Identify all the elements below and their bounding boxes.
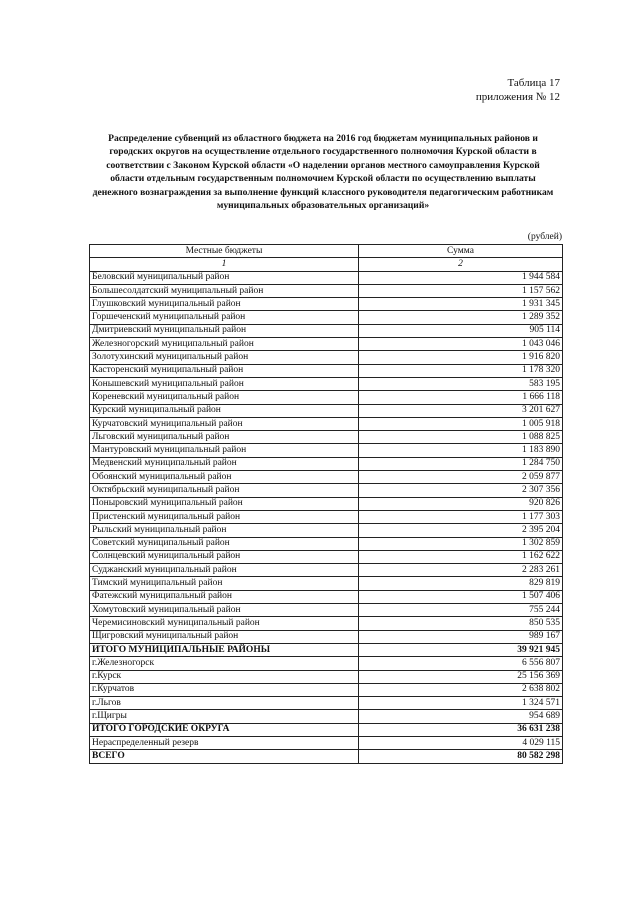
budget-name-cell: Солнцевский муниципальный район	[90, 550, 359, 563]
budget-sum-cell: 954 689	[359, 710, 563, 723]
table-row	[90, 271, 563, 284]
budget-sum-cell: 1 177 303	[359, 510, 563, 523]
budget-sum-cell: 1 931 345	[359, 298, 563, 311]
table-row	[90, 710, 563, 723]
budget-sum-cell: 1 088 825	[359, 431, 563, 444]
table-row	[90, 311, 563, 324]
column-number-2: 2	[359, 258, 563, 271]
budget-sum-cell: 1 666 118	[359, 391, 563, 404]
table-row	[90, 484, 563, 497]
table-row	[90, 510, 563, 523]
table-row	[90, 657, 563, 670]
budget-name-cell: Большесолдатский муниципальный район	[90, 284, 359, 297]
table-row	[90, 284, 563, 297]
budget-sum-cell: 2 395 204	[359, 524, 563, 537]
budget-sum-cell: 1 944 584	[359, 271, 563, 284]
budget-sum-cell: 1 183 890	[359, 444, 563, 457]
table-row	[90, 417, 563, 430]
table-row	[90, 550, 563, 563]
budget-sum-cell: 80 582 298	[359, 750, 563, 763]
budget-sum-cell: 2 283 261	[359, 564, 563, 577]
budget-name-cell: г.Щигры	[90, 710, 359, 723]
budget-name-cell: Суджанский муниципальный район	[90, 564, 359, 577]
budget-sum-cell: 2 059 877	[359, 471, 563, 484]
table-body	[90, 271, 563, 763]
table-row	[90, 683, 563, 696]
table-row	[90, 404, 563, 417]
budget-name-cell: Щигровский муниципальный район	[90, 630, 359, 643]
budget-name-cell: г.Льгов	[90, 697, 359, 710]
budget-sum-cell: 850 535	[359, 617, 563, 630]
table-row	[90, 524, 563, 537]
budget-name-cell: г.Курчатов	[90, 683, 359, 696]
table-row	[90, 444, 563, 457]
budget-name-cell: Пристенский муниципальный район	[90, 510, 359, 523]
subvention-table	[89, 244, 563, 764]
table-row	[90, 723, 563, 736]
budget-name-cell: Октябрьский муниципальный район	[90, 484, 359, 497]
table-row	[90, 324, 563, 337]
table-row	[90, 298, 563, 311]
budget-name-cell: Золотухинский муниципальный район	[90, 351, 359, 364]
budget-name-cell: Медвенский муниципальный район	[90, 457, 359, 470]
budget-name-cell: Железногорский муниципальный район	[90, 338, 359, 351]
budget-sum-cell: 905 114	[359, 324, 563, 337]
budget-sum-cell: 1 302 859	[359, 537, 563, 550]
budget-sum-cell: 1 178 320	[359, 364, 563, 377]
table-row	[90, 364, 563, 377]
budget-sum-cell: 25 156 369	[359, 670, 563, 683]
table-row	[90, 457, 563, 470]
table-row	[90, 338, 563, 351]
table-row	[90, 351, 563, 364]
budget-sum-cell: 1 043 046	[359, 338, 563, 351]
budget-sum-cell: 39 921 945	[359, 643, 563, 656]
budget-name-cell: г.Курск	[90, 670, 359, 683]
budget-name-cell: Курский муниципальный район	[90, 404, 359, 417]
budget-sum-cell: 755 244	[359, 604, 563, 617]
budget-name-cell: Тимский муниципальный район	[90, 577, 359, 590]
budget-name-cell: Нераспределенный резерв	[90, 736, 359, 749]
table-row	[90, 617, 563, 630]
budget-name-cell: Беловский муниципальный район	[90, 271, 359, 284]
budget-name-cell: Льговский муниципальный район	[90, 431, 359, 444]
table-row	[90, 697, 563, 710]
budget-sum-cell: 920 826	[359, 497, 563, 510]
budget-sum-cell: 1 162 622	[359, 550, 563, 563]
budget-name-cell: Глушковский муниципальный район	[90, 298, 359, 311]
budget-name-cell: Хомутовский муниципальный район	[90, 604, 359, 617]
table-row	[90, 377, 563, 390]
column-number-1: 1	[90, 258, 359, 271]
budget-name-cell: ИТОГО ГОРОДСКИЕ ОКРУГА	[90, 723, 359, 736]
budget-sum-cell: 36 631 238	[359, 723, 563, 736]
header-sum: Сумма	[359, 245, 563, 258]
appendix-number: приложения № 12	[475, 91, 560, 103]
header-local-budgets: Местные бюджеты	[90, 245, 359, 258]
budget-sum-cell: 1 324 571	[359, 697, 563, 710]
table-row	[90, 497, 563, 510]
budget-sum-cell: 989 167	[359, 630, 563, 643]
budget-sum-cell: 583 195	[359, 377, 563, 390]
budget-name-cell: Черемисиновский муниципальный район	[90, 617, 359, 630]
table-row	[90, 630, 563, 643]
budget-sum-cell: 1 284 750	[359, 457, 563, 470]
budget-sum-cell: 1 289 352	[359, 311, 563, 324]
units-label: (рублей)	[527, 232, 562, 242]
budget-name-cell: Мантуровский муниципальный район	[90, 444, 359, 457]
budget-sum-cell: 3 201 627	[359, 404, 563, 417]
table-row	[90, 537, 563, 550]
table-row	[90, 736, 563, 749]
table-row	[90, 643, 563, 656]
budget-name-cell: Кореневский муниципальный район	[90, 391, 359, 404]
table-row	[90, 564, 563, 577]
table-row	[90, 577, 563, 590]
budget-sum-cell: 1 005 918	[359, 417, 563, 430]
budget-name-cell: Конышевский муниципальный район	[90, 377, 359, 390]
budget-sum-cell: 2 638 802	[359, 683, 563, 696]
column-number-row	[90, 258, 563, 271]
budget-name-cell: Горшеченский муниципальный район	[90, 311, 359, 324]
budget-name-cell: Касторенский муниципальный район	[90, 364, 359, 377]
budget-sum-cell: 2 307 356	[359, 484, 563, 497]
budget-name-cell: Рыльский муниципальный район	[90, 524, 359, 537]
budget-name-cell: Советский муниципальный район	[90, 537, 359, 550]
budget-name-cell: Курчатовский муниципальный район	[90, 417, 359, 430]
table-header-row	[90, 245, 563, 258]
table-row	[90, 604, 563, 617]
table-row	[90, 391, 563, 404]
budget-sum-cell: 4 029 115	[359, 736, 563, 749]
budget-name-cell: г.Железногорск	[90, 657, 359, 670]
budget-name-cell: Поныровский муниципальный район	[90, 497, 359, 510]
budget-sum-cell: 1 916 820	[359, 351, 563, 364]
budget-sum-cell: 1 507 406	[359, 590, 563, 603]
table-row	[90, 471, 563, 484]
table-row	[90, 590, 563, 603]
table-reference	[476, 76, 560, 104]
budget-name-cell: Фатежский муниципальный район	[90, 590, 359, 603]
budget-name-cell: Обоянский муниципальный район	[90, 471, 359, 484]
table-row	[90, 431, 563, 444]
budget-sum-cell: 829 819	[359, 577, 563, 590]
budget-name-cell: ВСЕГО	[90, 750, 359, 763]
budget-name-cell: ИТОГО МУНИЦИПАЛЬНЫЕ РАЙОНЫ	[90, 643, 359, 656]
budget-sum-cell: 6 556 807	[359, 657, 563, 670]
budget-sum-cell: 1 157 562	[359, 284, 563, 297]
table-number: Таблица 17	[507, 77, 560, 89]
budget-name-cell: Дмитриевский муниципальный район	[90, 324, 359, 337]
document-title: Распределение субвенций из областного бюджета на 2016 год бюджетам муниципальных районов и городских округов на осуществление отдельного государственного полномочия Курской области в соответствии с Законом Курской области «О наделении органов местного самоуправления Курской области отдельным государственным полномочием Курской области по осуществлению выплаты денежного вознаграждения за выполнение функций классного руководителя педагогическим работникам муниципальных образовательных организаций»	[92, 133, 554, 212]
table-row	[90, 750, 563, 763]
table-row	[90, 670, 563, 683]
